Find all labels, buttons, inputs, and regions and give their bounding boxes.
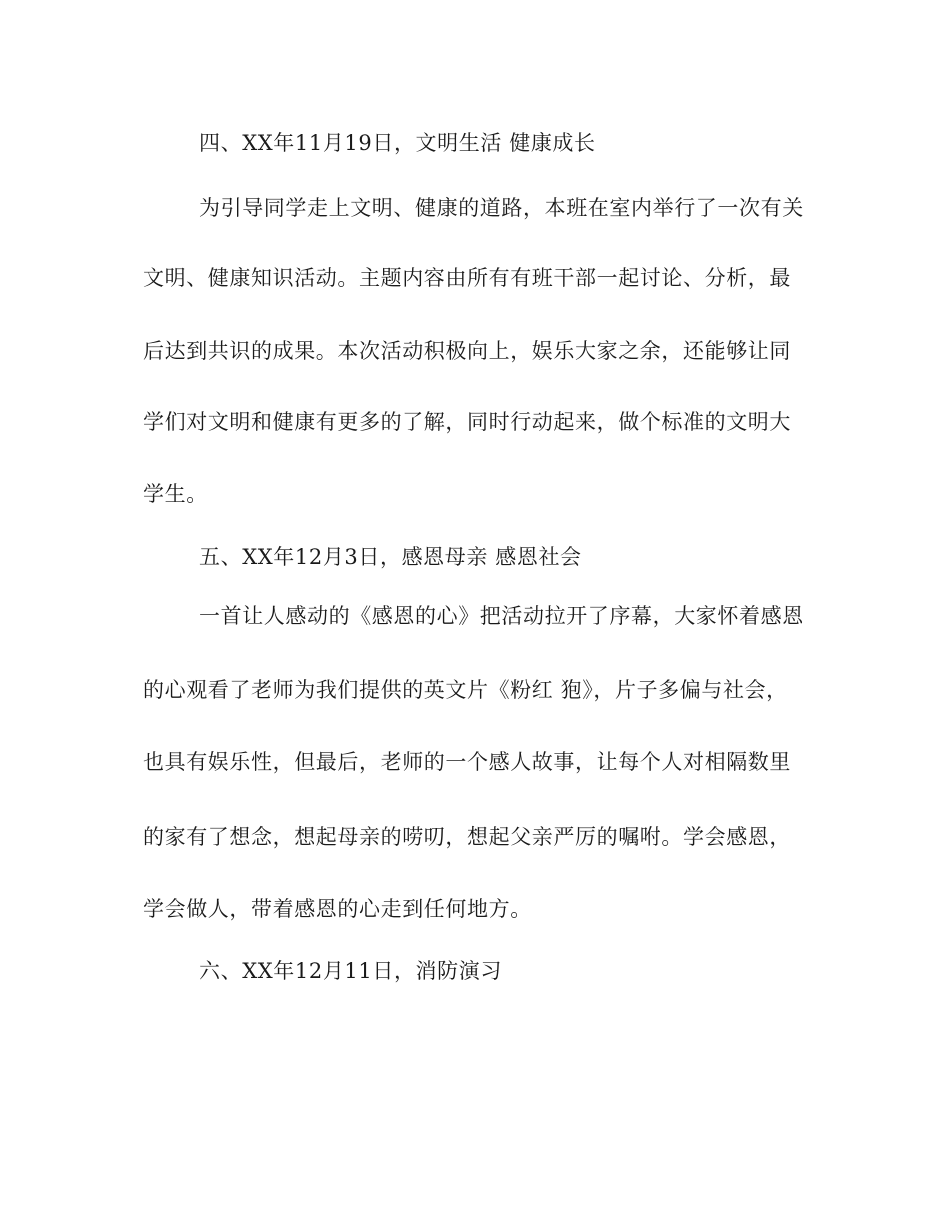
paragraph-line: 学生。 bbox=[143, 482, 208, 506]
paragraph-line: 学们对文明和健康有更多的了解，同时行动起来，做个标准的文明大 bbox=[143, 410, 791, 434]
paragraph-line: 的家有了想念，想起母亲的唠叨，想起父亲严厉的嘱咐。学会感恩， bbox=[143, 825, 791, 849]
paragraph-line: 学会做人，带着感恩的心走到任何地方。 bbox=[143, 897, 532, 921]
paragraph-line: 后达到共识的成果。本次活动积极向上，娱乐大家之余，还能够让同 bbox=[143, 339, 791, 363]
section-heading-6: 六、XX年12月11日，消防演习 bbox=[199, 959, 502, 983]
section-heading-4: 四、XX年11月19日，文明生活 健康成长 bbox=[199, 131, 596, 155]
paragraph-line: 的心观看了老师为我们提供的英文片《粉红 狍》，片子多偏与社会， bbox=[143, 678, 788, 702]
paragraph-line: 为引导同学走上文明、健康的道路，本班在室内举行了一次有关 bbox=[199, 196, 804, 220]
paragraph-line: 一首让人感动的《感恩的心》把活动拉开了序幕，大家怀着感恩 bbox=[199, 604, 804, 628]
paragraph-line: 也具有娱乐性，但最后，老师的一个感人故事，让每个人对相隔数里 bbox=[143, 750, 791, 774]
paragraph-line: 文明、健康知识活动。主题内容由所有有班干部一起讨论、分析，最 bbox=[143, 266, 791, 290]
section-heading-5: 五、XX年12月3日，感恩母亲 感恩社会 bbox=[199, 545, 582, 569]
